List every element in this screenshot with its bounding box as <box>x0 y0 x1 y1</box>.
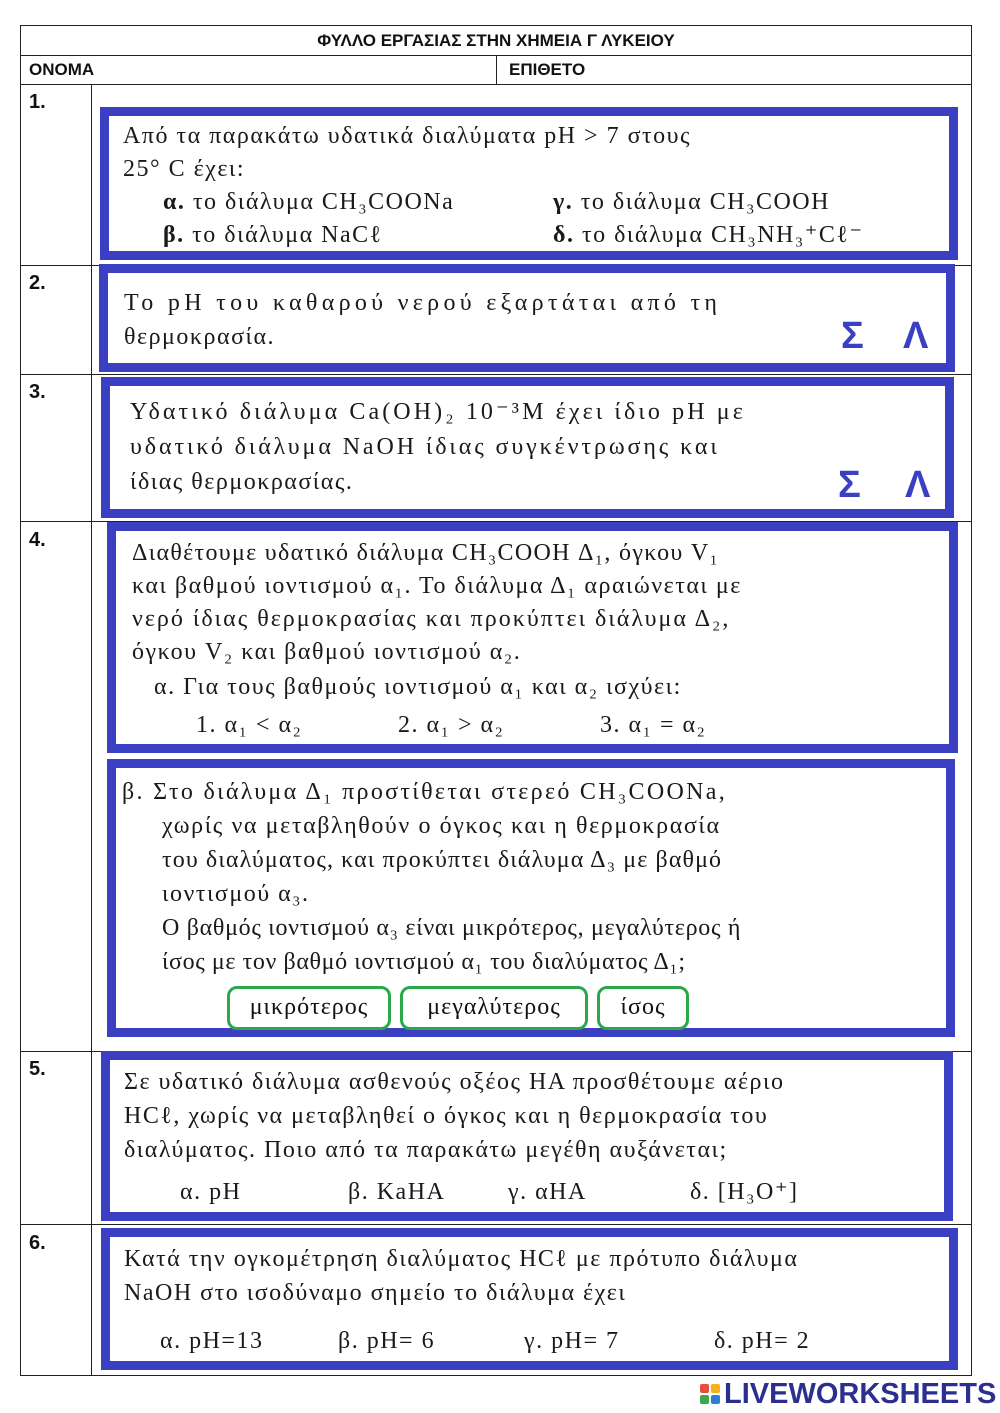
q4b-line-1: β. Στο διάλυμα Δ₁ προστίθεται στερεό CH₃COONa, <box>122 779 727 805</box>
q5-option-b: β. KaHA <box>348 1179 446 1205</box>
q4b-line-6: ίσος με τον βαθμό ιοντισμού α₁ του διαλύματος Δ₁; <box>162 949 686 975</box>
brand-wordmark: LIVEWORKSHEETS <box>724 1377 997 1410</box>
q2-false-option[interactable]: Λ <box>903 315 929 357</box>
question-1-box <box>100 107 958 260</box>
q4-option-2: 2. α₁ > α₂ <box>398 712 505 738</box>
q6-option-d: δ. pH= 2 <box>714 1328 811 1354</box>
question-3-box <box>101 377 954 518</box>
name-row <box>21 55 971 85</box>
q4-line-2: και βαθμού ιοντισμού α₁. Το διάλυμα Δ₁ αραιώνεται με <box>132 573 742 599</box>
q3-true-option[interactable]: Σ <box>838 464 861 506</box>
worksheet-title: ΦΥΛΛΟ ΕΡΓΑΣΙΑΣ ΣΤΗΝ ΧΗΜΕΙΑ Γ ΛΥΚΕΙΟΥ <box>21 26 971 56</box>
question-2-box <box>99 264 955 372</box>
question-number-column <box>91 84 92 1375</box>
q1-option-d <box>553 219 864 252</box>
q1-option-a-letter: α. <box>163 189 186 215</box>
q1-option-g <box>553 186 830 219</box>
q4-line-4: όγκου V₂ και βαθμού ιοντισμού α₂. <box>132 639 522 665</box>
q4-line-1: Διαθέτουμε υδατικό διάλυμα CH₃COOH Δ₁, όγκου V₁ <box>132 540 720 566</box>
q6-line-2: NaOH στο ισοδύναμο σημείο το διάλυμα έχει <box>124 1280 627 1306</box>
question-number-5: 5. <box>29 1058 46 1080</box>
q4b-line-5: Ο βαθμός ιοντισμού α₃ είναι μικρότερος, μεγαλύτερος ή <box>162 915 742 941</box>
q3-false-option[interactable]: Λ <box>905 464 931 506</box>
q6-option-b: β. pH= 6 <box>338 1328 436 1354</box>
q5-line-3: διαλύματος. Ποιο από τα παρακάτω μεγέθη αυξάνεται; <box>124 1137 728 1163</box>
q4b-line-3: του διαλύματος, και προκύπτει διάλυμα Δ₃ με βαθμό <box>162 847 723 873</box>
q1-option-a <box>163 186 454 219</box>
surname-label: ΕΠΙΘΕΤΟ <box>509 60 586 79</box>
question-number-4: 4. <box>29 529 46 551</box>
question-4a-box <box>107 522 958 753</box>
q5-option-g: γ. αHA <box>508 1179 587 1205</box>
row-divider <box>21 374 971 375</box>
question-number-1: 1. <box>29 91 46 113</box>
q1-option-b <box>163 219 383 252</box>
q5-line-2: HCℓ, χωρίς να μεταβληθεί ο όγκος και η θερμοκρασία του <box>124 1103 769 1129</box>
question-5-box <box>101 1051 953 1221</box>
q1-option-b-letter: β. <box>163 222 185 248</box>
q4-part-a-question: α. Για τους βαθμούς ιοντισμού α₁ και α₂ ισχύει: <box>154 674 682 700</box>
q1-line-1: Από τα παρακάτω υδατικά διαλύματα pH > 7 στους <box>123 123 692 149</box>
name-label: ΟΝΟΜΑ <box>29 60 95 79</box>
question-6-box <box>101 1228 958 1370</box>
q5-line-1: Σε υδατικό διάλυμα ασθενούς οξέος HA προσθέτουμε αέριο <box>124 1069 785 1095</box>
q4b-line-2: χωρίς να μεταβληθούν ο όγκος και η θερμοκρασία <box>162 813 721 839</box>
q3-line-1: Υδατικό διάλυμα Ca(OH)₂ 10⁻³M έχει ίδιο pH με <box>130 399 746 425</box>
q4-line-3: νερό ίδιας θερμοκρασίας και προκύπτει διάλυμα Δ₂, <box>132 606 731 632</box>
q5-option-d: δ. [H₃O⁺] <box>690 1179 799 1205</box>
liveworksheets-logo <box>700 1378 996 1410</box>
column-divider <box>496 55 497 84</box>
choice-smaller[interactable]: μικρότερος <box>227 986 391 1030</box>
q4b-line-4: ιοντισμού α₃. <box>162 881 310 907</box>
q6-option-a: α. pH=13 <box>160 1328 264 1354</box>
q1-option-g-letter: γ. <box>553 189 574 215</box>
q1-option-b-text: το διάλυμα NaCℓ <box>192 222 383 248</box>
q6-option-g: γ. pH= 7 <box>524 1328 620 1354</box>
choice-equal[interactable]: ίσος <box>597 986 689 1030</box>
q5-option-a: α. pH <box>180 1179 242 1205</box>
question-number-3: 3. <box>29 381 46 403</box>
question-number-6: 6. <box>29 1232 46 1254</box>
q1-option-d-text: το διάλυμα CH₃NH₃⁺Cℓ⁻ <box>581 222 864 248</box>
q3-line-2: υδατικό διάλυμα NaOH ίδιας συγκέντρωσης και <box>130 434 720 460</box>
q1-option-a-text: το διάλυμα CH₃COONa <box>192 189 455 215</box>
q2-true-option[interactable]: Σ <box>841 315 864 357</box>
q4-option-1: 1. α₁ < α₂ <box>196 712 303 738</box>
q2-line-2: θερμοκρασία. <box>124 324 276 350</box>
q6-line-1: Κατά την ογκομέτρηση διαλύματος HCℓ με πρότυπο διάλυμα <box>124 1246 799 1272</box>
q2-line-1: Το pH του καθαρού νερού εξαρτάται από τη <box>124 290 722 316</box>
q4-option-3: 3. α₁ = α₂ <box>600 712 707 738</box>
logo-grid-icon <box>700 1384 720 1404</box>
q3-line-3: ίδιας θερμοκρασίας. <box>130 469 354 495</box>
q1-option-d-letter: δ. <box>553 222 575 248</box>
choice-greater[interactable]: μεγαλύτερος <box>400 986 588 1030</box>
question-number-2: 2. <box>29 272 46 294</box>
question-4b-box <box>107 759 955 1037</box>
q1-option-g-text: το διάλυμα CH₃COOH <box>580 189 830 215</box>
row-divider <box>21 1224 971 1225</box>
q1-line-2: 25° C έχει: <box>123 156 246 182</box>
